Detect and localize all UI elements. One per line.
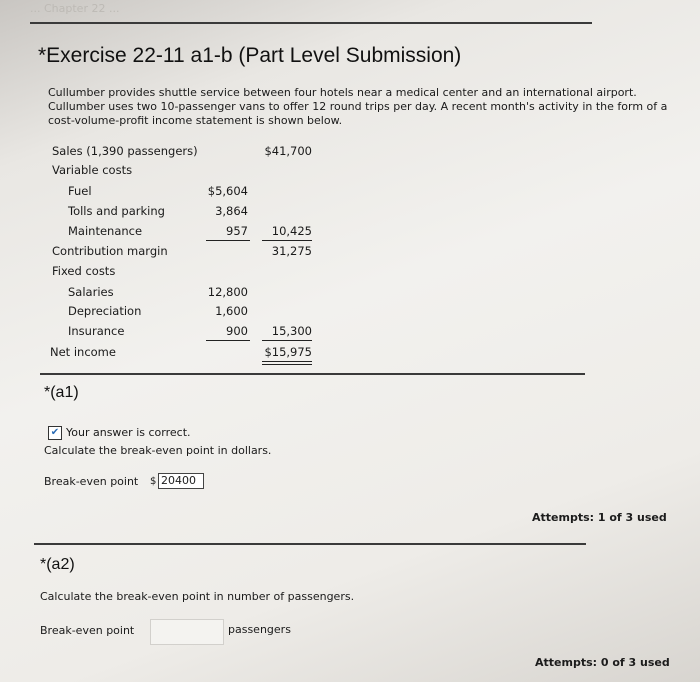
contribution-label: Contribution margin [52, 244, 168, 258]
field-label-a2: Break-even point [40, 624, 135, 637]
page-title: *Exercise 22-11 a1-b (Part Level Submission) [38, 44, 462, 67]
net-income-label: Net income [50, 345, 116, 359]
section-divider [40, 373, 585, 375]
fixed-costs-label: Fixed costs [52, 264, 116, 278]
break-even-passengers-input[interactable] [150, 619, 224, 645]
double-underline [262, 364, 312, 365]
faded-header-text: ... Chapter 22 ... [30, 2, 120, 15]
salaries-value: 12,800 [207, 285, 248, 299]
correct-message: Your answer is correct. [66, 426, 191, 439]
top-divider [30, 22, 592, 24]
section-title-a1: *(a1) [44, 384, 79, 401]
sales-value: $41,700 [264, 144, 312, 158]
section-divider [34, 543, 586, 545]
unit-label: passengers [228, 623, 291, 636]
underline [206, 340, 250, 341]
intro-line: Cullumber uses two 10-passenger vans to offer 12 round trips per day. A recent month's activity in the form of a [48, 100, 668, 113]
checkmark-icon: ✔ [48, 426, 62, 440]
field-label-a1: Break-even point [44, 475, 139, 488]
fixed-total: 15,300 [271, 324, 312, 338]
underline [262, 240, 312, 241]
intro-line: cost-volume-profit income statement is shown below. [48, 114, 343, 127]
contribution-value: 31,275 [271, 244, 312, 258]
intro-text [48, 86, 688, 128]
question-a1: Calculate the break-even point in dollars. [44, 444, 272, 457]
depreciation-label: Depreciation [68, 304, 142, 318]
underline [206, 240, 250, 241]
question-a2: Calculate the break-even point in number of passengers. [40, 590, 355, 603]
insurance-label: Insurance [68, 324, 125, 338]
net-income-value: $15,975 [264, 345, 312, 359]
salaries-label: Salaries [68, 285, 114, 299]
maintenance-label: Maintenance [68, 224, 143, 238]
attempts-a2: Attempts: 0 of 3 used [535, 656, 670, 669]
underline [262, 340, 312, 341]
insurance-value: 900 [226, 324, 248, 338]
attempts-a1: Attempts: 1 of 3 used [532, 511, 667, 524]
tolls-value: 3,864 [215, 204, 248, 218]
depreciation-value: 1,600 [215, 304, 248, 318]
section-title-a2: *(a2) [40, 556, 75, 573]
intro-line: Cullumber provides shuttle service between four hotels near a medical center and an international airport. [48, 86, 637, 99]
maintenance-value: 957 [226, 224, 248, 238]
variable-costs-label: Variable costs [52, 163, 133, 177]
currency-symbol: $ [150, 476, 157, 487]
double-underline [262, 361, 312, 362]
fuel-value: $5,604 [207, 184, 248, 198]
tolls-label: Tolls and parking [68, 204, 165, 218]
variable-total: 10,425 [271, 224, 312, 238]
sales-label: Sales (1,390 passengers) [52, 144, 198, 158]
break-even-dollars-input[interactable]: 20400 [158, 473, 204, 489]
fuel-label: Fuel [68, 184, 92, 198]
